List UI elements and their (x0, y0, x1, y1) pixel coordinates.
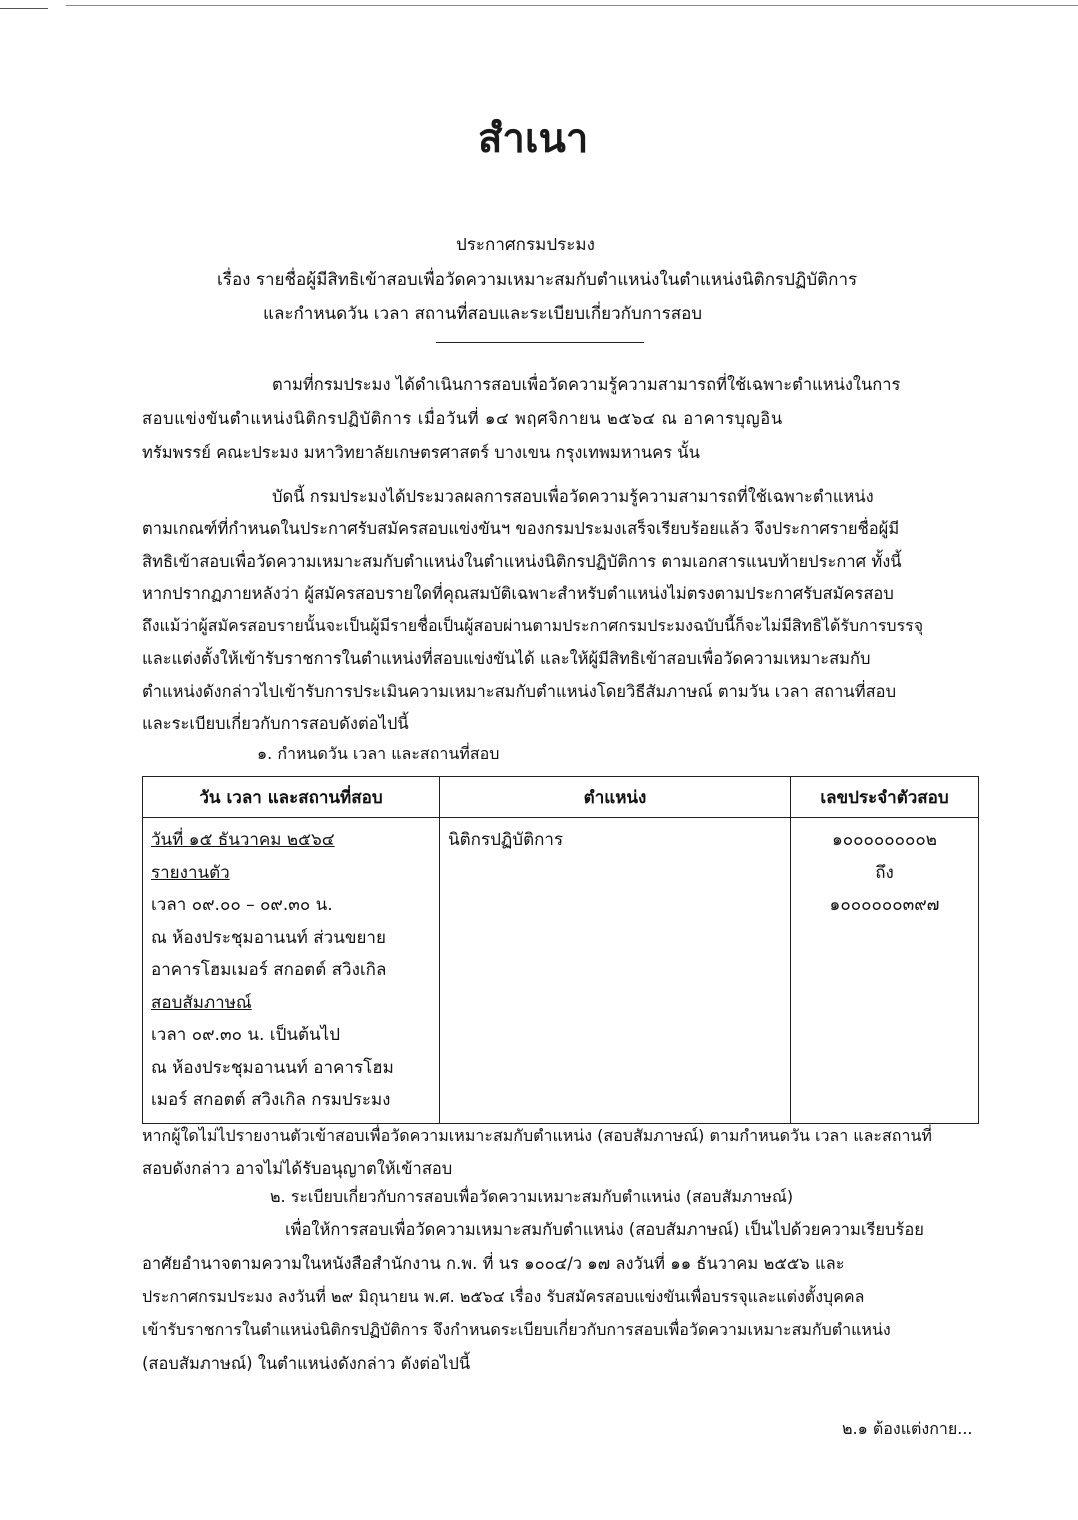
announcement-subject-line-2: และกำหนดวัน เวลา สถานที่สอบและระเบียบเกี่ยวกับการสอบ (263, 304, 703, 324)
paragraph-line: ถึงแม้ว่าผู้สมัครสอบรายนั้นจะเป็นผู้มีรายชื่อเป็นผู้สอบผ่านตามประกาศกรมประมงฉบับนี้ก็จะไม่มีสิทธิได้รับการบรรจุ (142, 616, 924, 635)
position-cell (440, 818, 791, 1124)
schedule-cell (143, 818, 440, 1124)
exam-id-from: ๑๐๐๐๐๐๐๐๐๒ (831, 830, 937, 850)
paragraph-line: สิทธิเข้าสอบเพื่อวัดความเหมาะสมกับตำแหน่งในตำแหน่งนิติกรปฏิบัติการ ตามเอกสารแนบท้ายประกาศ ทั้งนี้ (142, 552, 902, 571)
interview-heading: สอบสัมภาษณ์ (151, 992, 252, 1013)
exam-schedule-table (142, 776, 979, 1124)
absence-note-line-2: สอบดังกล่าว อาจไม่ได้รับอนุญาตให้เข้าสอบ (142, 1159, 453, 1178)
top-edge-line-left (0, 8, 48, 9)
report-in-place: ณ ห้องประชุมอานนท์ ส่วนขยาย (151, 927, 386, 948)
paragraph-line: และแต่งตั้งให้เข้ารับราชการในตำแหน่งที่สอบแข่งขันได้ และให้ผู้มีสิทธิเข้าสอบเพื่อวัดความเหมาะสมกับ (142, 649, 871, 668)
header-divider (436, 342, 644, 343)
announcement-agency: ประกาศกรมประมง (456, 235, 595, 255)
exam-id-cell (791, 818, 979, 1124)
exam-date: วันที่ ๑๕ ธันวาคม ๒๕๖๔ (151, 830, 335, 850)
report-in-building: อาคารโฮมเมอร์ สกอตต์ สวิงเกิล (151, 960, 387, 980)
interview-time: เวลา ๐๙.๓๐ น. เป็นต้นไป (151, 1025, 341, 1045)
paragraph-line: ตามเกณฑ์ที่กำหนดในประกาศรับสมัครสอบแข่งขันฯ ของกรมประมงเสร็จเรียบร้อยแล้ว จึงประกาศรายชื่อผู้มี (142, 519, 900, 538)
interview-building: เมอร์ สกอตต์ สวิงเกิล กรมประมง (151, 1090, 391, 1110)
paragraph-line: ประกาศกรมประมง ลงวันที่ ๒๙ มิถุนายน พ.ศ. ๒๕๖๔ เรื่อง รับสมัครสอบแข่งขันเพื่อบรรจุและแต่งตั้งบุคคล (142, 1287, 865, 1306)
paragraph-line: เพื่อให้การสอบเพื่อวัดความเหมาะสมกับตำแหน่ง (สอบสัมภาษณ์) เป็นไปด้วยความเรียบร้อย (285, 1220, 924, 1239)
header-position: ตำแหน่ง (440, 777, 791, 818)
continued-next-page: ๒.๑ ต้องแต่งกาย... (842, 1419, 973, 1438)
absence-note-line-1: หากผู้ใดไม่ไปรายงานตัวเข้าสอบเพื่อวัดความเหมาะสมกับตำแหน่ง (สอบสัมภาษณ์) ตามกำหนดวัน เวลา และสถานที่ (142, 1126, 932, 1145)
section-1-title: ๑. กำหนดวัน เวลา และสถานที่สอบ (257, 744, 500, 763)
paragraph-line: บัดนี้ กรมประมงได้ประมวลผลการสอบเพื่อวัดความรู้ความสามารถที่ใช้เฉพาะตำแหน่ง (272, 487, 874, 506)
copy-stamp-title: สำเนา (478, 115, 589, 162)
paragraph-line: และระเบียบเกี่ยวกับการสอบดังต่อไปนี้ (142, 714, 409, 733)
position-name: นิติกรปฏิบัติการ (448, 830, 564, 850)
section-2-title: ๒. ระเบียบเกี่ยวกับการสอบเพื่อวัดความเหมาะสมกับตำแหน่ง (สอบสัมภาษณ์) (270, 1187, 794, 1206)
paragraph-line: ตำแหน่งดังกล่าวไปเข้ารับการประเมินความเหมาะสมกับตำแหน่งโดยวิธีสัมภาษณ์ ตามวัน เวลา สถานที่สอบ (142, 682, 897, 701)
exam-id-to: ๑๐๐๐๐๐๐๓๙๗ (829, 895, 940, 915)
paragraph-line: ทรัมพรรย์ คณะประมง มหาวิทยาลัยเกษตรศาสตร์ บางเขน กรุงเทพมหานคร นั้น (142, 443, 700, 462)
announcement-subject-line-1: เรื่อง รายชื่อผู้มีสิทธิเข้าสอบเพื่อวัดความเหมาะสมกับตำแหน่งในตำแหน่งนิติกรปฏิบัติการ (217, 270, 858, 290)
interview-place: ณ ห้องประชุมอานนท์ อาคารโฮม (151, 1057, 394, 1078)
table-row (143, 818, 979, 1124)
report-in-heading: รายงานตัว (151, 862, 230, 883)
report-in-time: เวลา ๐๙.๐๐ – ๐๙.๓๐ น. (151, 895, 333, 915)
paragraph-line: หากปรากฏภายหลังว่า ผู้สมัครสอบรายใดที่คุณสมบัติเฉพาะสำหรับตำแหน่งไม่ตรงตามประกาศรับสมัครสอบ (142, 584, 894, 603)
top-edge-line-right (66, 5, 1078, 6)
table-header-row (143, 777, 979, 818)
header-date-time-place: วัน เวลา และสถานที่สอบ (143, 777, 440, 818)
paragraph-line: เข้ารับราชการในตำแหน่งนิติกรปฏิบัติการ จึงกำหนดระเบียบเกี่ยวกับการสอบเพื่อวัดความเหมาะสมกับตำแหน่ง (142, 1320, 891, 1339)
paragraph-line: สอบแข่งขันตำแหน่งนิติกรปฏิบัติการ เมื่อวันที่ ๑๔ พฤศจิกายน ๒๕๖๔ ณ อาคารบุญอิน (142, 409, 783, 428)
paragraph-line: อาศัยอำนาจตามความในหนังสือสำนักงาน ก.พ. ที่ นร ๑๐๐๔/ว ๑๗ ลงวันที่ ๑๑ ธันวาคม ๒๕๕๖ และ (142, 1254, 845, 1273)
exam-id-to-label: ถึง (875, 862, 894, 883)
header-exam-id: เลขประจำตัวสอบ (791, 777, 979, 818)
paragraph-line: ตามที่กรมประมง ได้ดำเนินการสอบเพื่อวัดความรู้ความสามารถที่ใช้เฉพาะตำแหน่งในการ (272, 375, 901, 394)
paragraph-line: (สอบสัมภาษณ์) ในตำแหน่งดังกล่าว ดังต่อไปนี้ (142, 1354, 471, 1373)
